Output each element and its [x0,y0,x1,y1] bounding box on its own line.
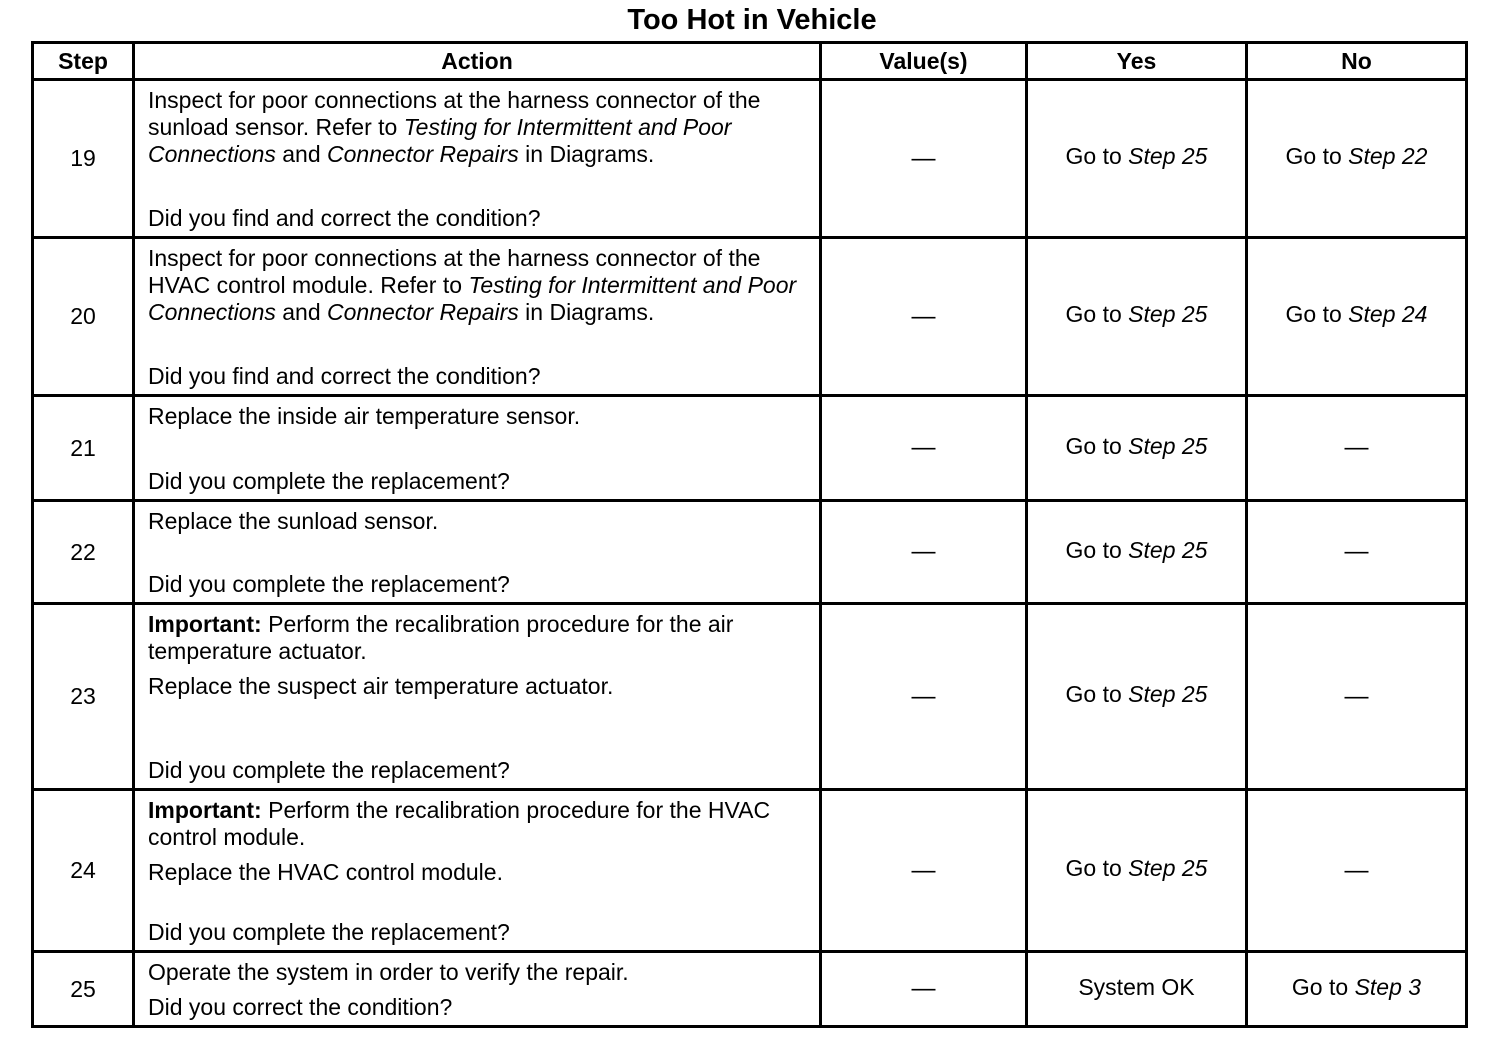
step-number: 20 [33,238,134,396]
header-yes: Yes [1027,43,1247,80]
header-values: Value(s) [821,43,1027,80]
header-no: No [1247,43,1467,80]
action-question: Did you complete the replacement? [148,468,510,494]
action-cell [134,790,821,952]
action-cell [134,80,821,238]
value-cell: — [821,238,1027,396]
important-note: Important: Perform the recalibration procedure for the HVAC control module. [148,797,771,850]
table-title: Too Hot in Vehicle [627,4,877,36]
header-step: Step [33,43,134,80]
yes-cell: Go to Step 25 [1027,604,1247,790]
step-reference: Step 24 [1348,301,1428,327]
table-row [33,396,1467,501]
yes-cell: Go to Step 25 [1027,501,1247,604]
step-reference: Step 25 [1128,301,1208,327]
yes-cell: Go to Step 25 [1027,80,1247,238]
step-reference: Step 25 [1128,681,1208,707]
table-row [33,238,1467,396]
value-cell: — [821,952,1027,1027]
action-text: Operate the system in order to verify the repair. [148,959,629,985]
table-row [33,604,1467,790]
value-cell: — [821,790,1027,952]
action-text: Replace the sunload sensor. [148,508,439,534]
value-cell: — [821,80,1027,238]
action-question: Did you find and correct the condition? [148,363,541,389]
value-cell: — [821,396,1027,501]
action-question: Did you correct the condition? [148,994,453,1020]
step-reference: Step 22 [1348,143,1428,169]
action-cell [134,238,821,396]
action-cell [134,604,821,790]
action-text: Replace the inside air temperature sensor. [148,403,581,429]
step-reference: Step 25 [1128,143,1208,169]
action-question: Did you complete the replacement? [148,571,510,597]
no-cell: — [1247,501,1467,604]
table-row [33,790,1467,952]
step-reference: Step 25 [1128,855,1208,881]
value-cell: — [821,604,1027,790]
action-question: Did you complete the replacement? [148,919,510,945]
step-number: 22 [33,501,134,604]
step-reference: Step 25 [1128,432,1208,459]
yes-cell: Go to Step 25 [1027,238,1247,396]
action-question: Did you complete the replacement? [148,757,510,783]
action-text: Replace the suspect air temperature actuator. [148,673,614,699]
action-cell [134,501,821,604]
header-action: Action [134,43,821,80]
no-cell: — [1247,790,1467,952]
step-reference: Step 3 [1354,973,1422,1000]
action-cell [134,952,821,1027]
step-number: 24 [33,790,134,952]
important-note: Important: Perform the recalibration procedure for the air temperature actuator. [148,611,734,664]
yes-cell: System OK [1027,952,1247,1027]
value-cell: — [821,501,1027,604]
step-reference: Step 25 [1128,536,1208,563]
table-row [33,952,1467,1027]
no-cell: Go to Step 22 [1247,80,1467,238]
step-number: 21 [33,396,134,501]
action-text: Inspect for poor connections at the harness connector of the HVAC control module. Refer to Testing for Intermittent and Poor Connections and Connector Repairs in Diagrams. [148,245,797,325]
header-row [33,43,1467,80]
step-number: 25 [33,952,134,1027]
action-text: Replace the HVAC control module. [148,859,503,885]
diagnostic-table [31,41,1468,1028]
action-cell [134,396,821,501]
step-number: 19 [33,80,134,238]
action-question: Did you find and correct the condition? [148,205,541,231]
no-cell: — [1247,604,1467,790]
no-cell: Go to Step 3 [1247,952,1467,1027]
action-text: Inspect for poor connections at the harness connector of the sunload sensor. Refer to Testing for Intermittent and Poor Connections and Connector Repairs in Diagrams. [148,87,761,167]
table-row [33,80,1467,238]
no-cell: — [1247,396,1467,501]
step-number: 23 [33,604,134,790]
yes-cell: Go to Step 25 [1027,396,1247,501]
yes-cell: Go to Step 25 [1027,790,1247,952]
table-row [33,501,1467,604]
no-cell: Go to Step 24 [1247,238,1467,396]
